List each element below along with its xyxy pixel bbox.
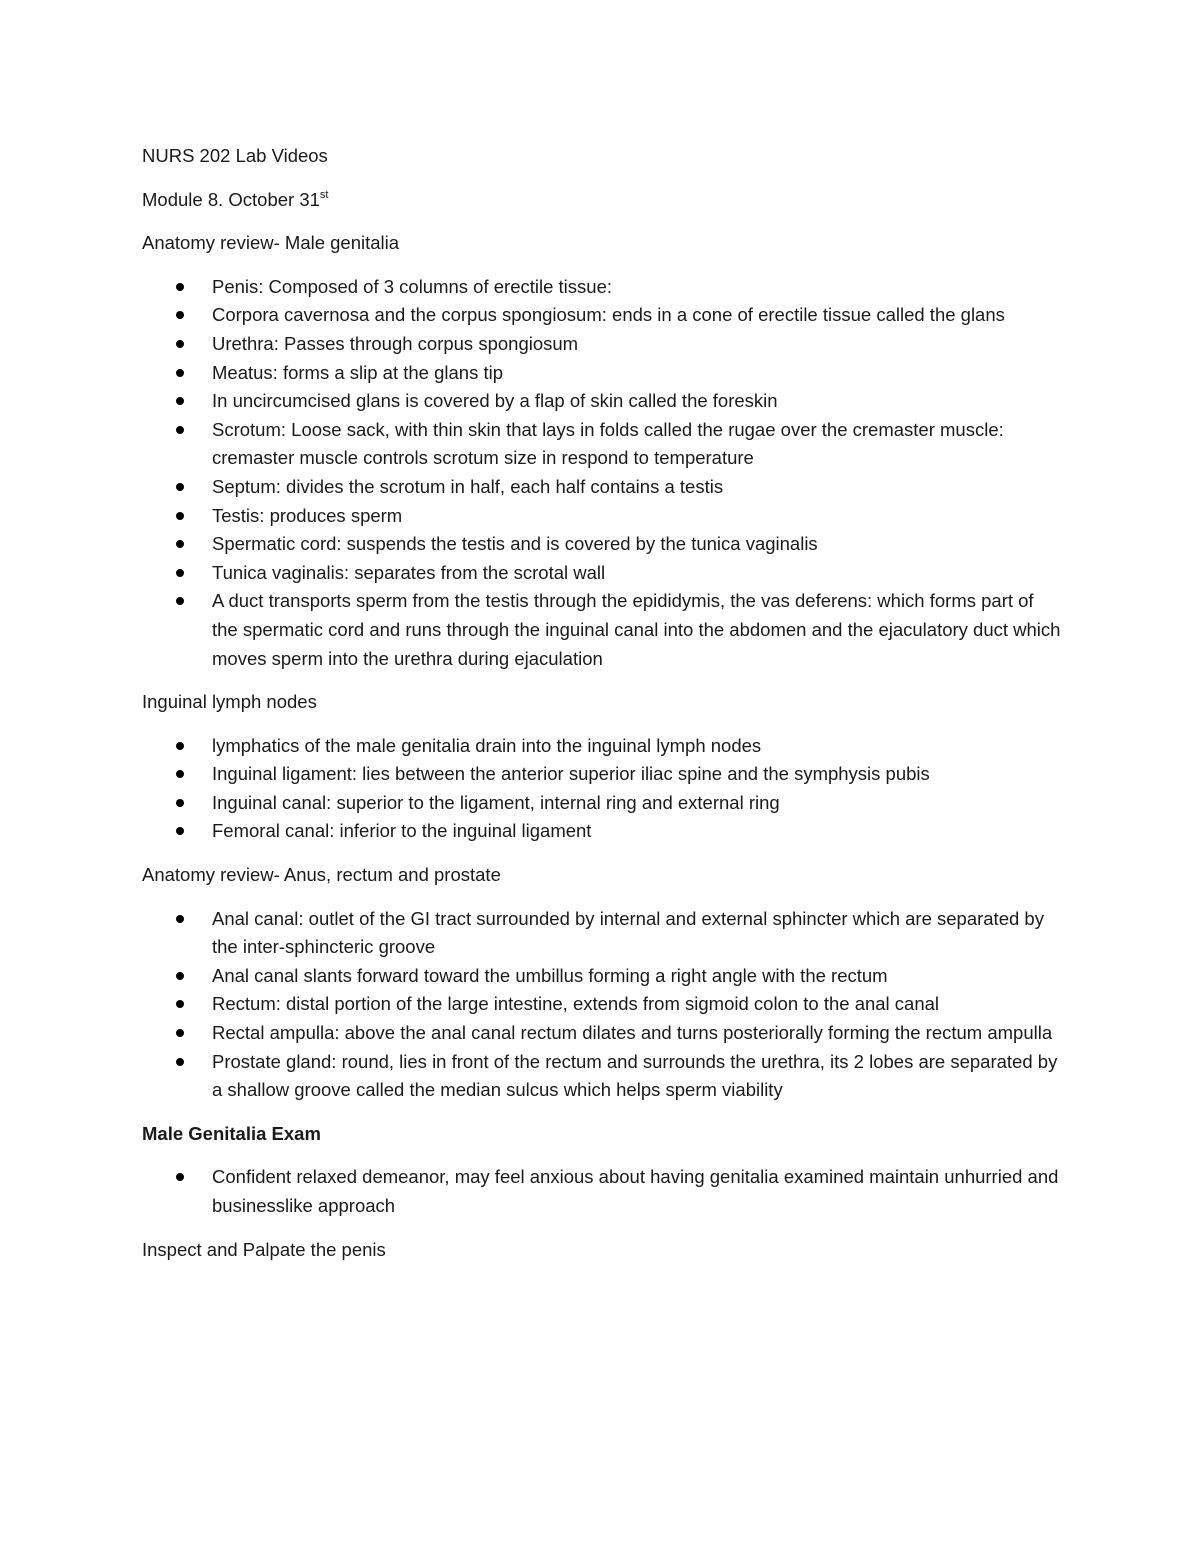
- bullet-icon: [176, 770, 184, 778]
- bullet-list: [142, 273, 1062, 673]
- bullet-list: [142, 732, 1062, 846]
- list-item: [142, 301, 1062, 330]
- list-item: [142, 1048, 1062, 1105]
- list-item-text: Rectum: distal portion of the large intestine, extends from sigmoid colon to the anal canal: [212, 993, 940, 1015]
- bullet-icon: [176, 1000, 184, 1008]
- bullet-icon: [176, 340, 184, 348]
- list-item: [142, 502, 1062, 531]
- list-item-text: Scrotum: Loose sack, with thin skin that lays in folds called the rugae over the cremaster muscle: cremaster muscle controls scrotum size in respond to temperature: [212, 418, 1004, 469]
- bullet-icon: [176, 915, 184, 923]
- bullet-icon: [176, 742, 184, 750]
- bullet-icon: [176, 569, 184, 577]
- list-item: [142, 359, 1062, 388]
- bullet-icon: [176, 1029, 184, 1037]
- list-item: [142, 760, 1062, 789]
- list-item-text: Inguinal ligament: lies between the anterior superior iliac spine and the symphysis pubis: [212, 763, 930, 785]
- list-item-text: A duct transports sperm from the testis through the epididymis, the vas deferens: which forms part of the spermatic cord and runs through the inguinal canal into the abdomen and the ejaculatory duct which moves sperm into the urethra during ejaculation: [212, 590, 1061, 669]
- list-item: [142, 530, 1062, 559]
- bullet-icon: [176, 827, 184, 835]
- bullet-icon: [176, 540, 184, 548]
- list-item: [142, 1019, 1062, 1048]
- list-item: [142, 273, 1062, 302]
- list-item-text: Corpora cavernosa and the corpus spongiosum: ends in a cone of erectile tissue called the glans: [212, 304, 1005, 326]
- list-item: [142, 1163, 1062, 1220]
- list-item: [142, 416, 1062, 473]
- bullet-icon: [176, 426, 184, 434]
- bullet-icon: [176, 1058, 184, 1066]
- bullet-list: [142, 1163, 1062, 1220]
- list-item-text: Femoral canal: inferior to the inguinal ligament: [212, 820, 592, 842]
- bullet-icon: [176, 512, 184, 520]
- list-item: [142, 587, 1062, 673]
- list-item-text: Urethra: Passes through corpus spongiosum: [212, 332, 579, 354]
- list-item-text: Confident relaxed demeanor, may feel anxious about having genitalia examined maintain unhurried and businesslike approach: [212, 1166, 1059, 1216]
- bullet-icon: [176, 799, 184, 807]
- list-item: [142, 559, 1062, 588]
- list-item: [142, 817, 1062, 846]
- list-item-text: Tunica vaginalis: separates from the scrotal wall: [212, 561, 606, 583]
- section-heading: Anatomy review- Male genitalia: [142, 232, 400, 254]
- bullet-icon: [176, 972, 184, 980]
- bullet-icon: [176, 1173, 184, 1181]
- list-item-text: Testis: produces sperm: [212, 504, 403, 526]
- list-item-text: Rectal ampulla: above the anal canal rectum dilates and turns posteriorally forming the rectum ampulla: [212, 1022, 1053, 1044]
- list-item-text: Inguinal canal: superior to the ligament, internal ring and external ring: [212, 791, 780, 813]
- list-item: [142, 330, 1062, 359]
- list-item-text: lymphatics of the male genitalia drain into the inguinal lymph nodes: [212, 734, 762, 756]
- list-item: [142, 962, 1062, 991]
- bullet-icon: [176, 597, 184, 605]
- list-item: [142, 789, 1062, 818]
- bullet-icon: [176, 369, 184, 377]
- section-heading: Inguinal lymph nodes: [142, 691, 317, 713]
- bullet-icon: [176, 483, 184, 491]
- list-item: [142, 990, 1062, 1019]
- list-item-text: Anal canal slants forward toward the umbillus forming a right angle with the rectum: [212, 964, 888, 986]
- document-page: [142, 142, 1062, 1279]
- bullet-icon: [176, 311, 184, 319]
- list-item: [142, 387, 1062, 416]
- list-item-text: In uncircumcised glans is covered by a flap of skin called the foreskin: [212, 390, 778, 412]
- list-item-text: Anal canal: outlet of the GI tract surrounded by internal and external sphincter which are separated by the inter-sphincteric groove: [212, 907, 1044, 958]
- list-item: [142, 905, 1062, 962]
- module-line: [142, 186, 1062, 215]
- list-item-text: Spermatic cord: suspends the testis and is covered by the tunica vaginalis: [212, 533, 818, 555]
- section-heading: Anatomy review- Anus, rectum and prostate: [142, 864, 501, 886]
- bullet-icon: [176, 397, 184, 405]
- module-superscript: st: [319, 188, 329, 201]
- sections-container: [142, 229, 1062, 1264]
- list-item-text: Meatus: forms a slip at the glans tip: [212, 361, 503, 383]
- section-heading: Inspect and Palpate the penis: [142, 1238, 386, 1260]
- document-title: NURS 202 Lab Videos: [142, 145, 328, 166]
- list-item-text: Prostate gland: round, lies in front of the rectum and surrounds the urethra, its 2 lobes are separated by a shallow groove called the median sulcus which helps sperm viability: [212, 1050, 1058, 1101]
- bullet-icon: [176, 283, 184, 291]
- list-item: [142, 473, 1062, 502]
- list-item-text: Penis: Composed of 3 columns of erectile tissue:: [212, 275, 612, 297]
- list-item: [142, 732, 1062, 761]
- section-heading: Male Genitalia Exam: [142, 1122, 321, 1144]
- list-item-text: Septum: divides the scrotum in half, each half contains a testis: [212, 475, 724, 497]
- module-text: Module 8. October 31: [142, 188, 320, 210]
- bullet-list: [142, 905, 1062, 1105]
